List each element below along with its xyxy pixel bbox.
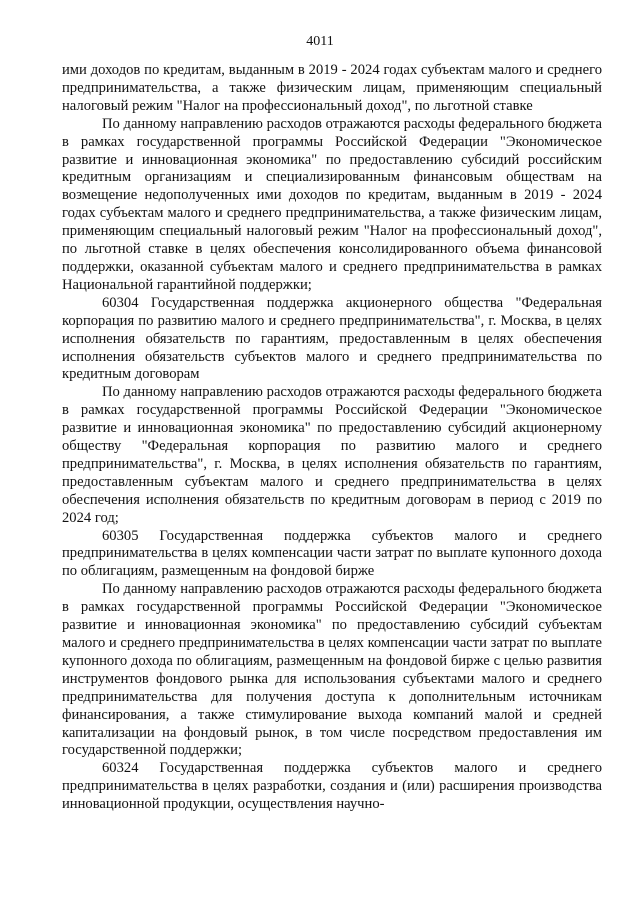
paragraph-description-60304: По данному направлению расходов отражаются расходы федерального бюджета в рамках государственной программы Российской Федерации "Экономическое развитие и инновационная экономика" по предоставлению субсидий акционерному обществу "Федеральная корпорация по развитию малого и среднего предпринимательства", г. Москва, в целях исполнения обязательств по гарантиям, предоставленным субъектам малого и среднего предпринимательства в целях обеспечения исполнения обязательств по кредитным договорам в период с 2019 по 2024 год; xyxy=(62,384,602,526)
paragraph-description-60305: По данному направлению расходов отражаются расходы федерального бюджета в рамках государственной программы Российской Федерации "Экономическое развитие и инновационная экономика" по предоставлению субсидий субъектам малого и среднего предпринимательства в целях компенсации части затрат по выплате купонного дохода по облигациям, размещенным на фондовой бирже с целью развития инструментов фондового рынка для использования субъектами малого и среднего предпринимательства для получения доступа к дополнительным источникам финансирования, а также стимулирование выхода компаний малой и средней капитализации на фондовый рынок, в том числе посредством предоставления им государственной поддержки; xyxy=(62,581,602,759)
document-body xyxy=(62,62,602,814)
paragraph-heading-60324: 60324 Государственная поддержка субъектов малого и среднего предпринимательства в целях разработки, создания и (или) расширения производства инновационной продукции, осуществления научно- xyxy=(62,760,602,813)
paragraph-heading-60305: 60305 Государственная поддержка субъектов малого и среднего предпринимательства в целях компенсации части затрат по выплате купонного дохода по облигациям, размещенным на фондовой бирже xyxy=(62,527,602,580)
paragraph-heading-60304: 60304 Государственная поддержка акционерного общества "Федеральная корпорация по развитию малого и среднего предпринимательства", г. Москва, в целях исполнения обязательств по гарантиям, предоставленным в целях обеспечения исполнения обязательств субъектов малого и среднего предпринимательства по кредитным договорам xyxy=(62,294,602,383)
paragraph-continuation: ими доходов по кредитам, выданным в 2019 - 2024 годах субъектам малого и среднего предпринимательства, а также физическим лицам, применяющим специальный налоговый режим "Налог на профессиональный доход", по льготной ставке xyxy=(62,62,602,114)
paragraph-description-60303: По данному направлению расходов отражаются расходы федерального бюджета в рамках государственной программы Российской Федерации "Экономическое развитие и инновационная экономика" по предоставлению субсидий российским кредитным организациям и специализированным финансовым обществам на возмещение недополученных ими доходов по кредитам, выданным в 2019 - 2024 годах субъектам малого и среднего предпринимательства, а также физическим лицам, применяющим специальный налоговый режим "Налог на профессиональный доход", по льготной ставке в целях обеспечения консолидированного объема финансовой поддержки, оказанной субъектам малого и среднего предпринимательства в рамках Национальной гарантийной поддержки; xyxy=(62,115,602,293)
page-number: 4011 xyxy=(306,34,334,49)
